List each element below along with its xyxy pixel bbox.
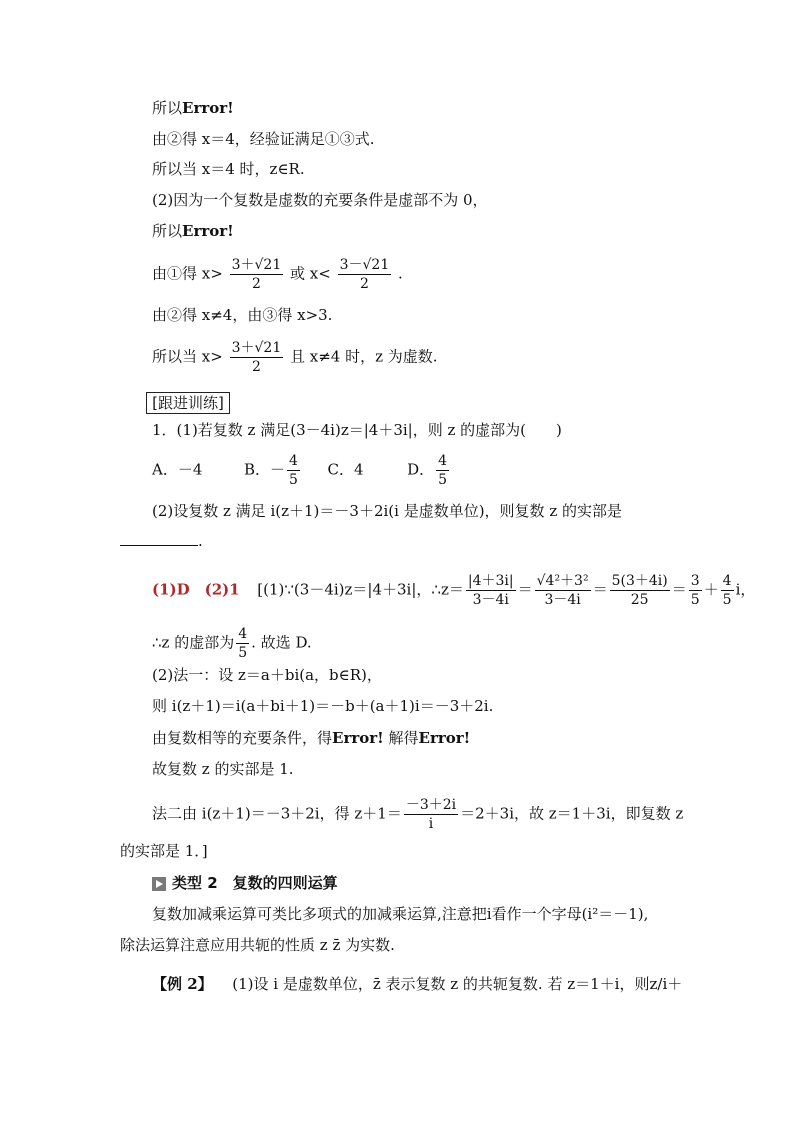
example-label: 【例 2】 xyxy=(152,975,213,993)
text: 所以 xyxy=(152,222,183,240)
fraction: $\frac{\text{√4²＋3²}}{3-4i}$ xyxy=(536,573,589,608)
text: 所以当 x> xyxy=(152,347,223,366)
error-text: Error! xyxy=(332,729,384,747)
fraction: $\frac{3+√21}{2}$ xyxy=(231,257,282,292)
text: 或 x< xyxy=(290,264,331,283)
option-b: B．－ xyxy=(243,460,285,479)
option-c: C．4 xyxy=(327,460,364,479)
section-label-box: [跟进训练] xyxy=(146,392,230,414)
fraction: $\frac{4}{5}$ xyxy=(722,573,732,608)
fraction: $\frac{4}{5}$ xyxy=(238,626,248,661)
method-2-line-1: 法二由 i(z＋1)＝－3＋2i，得 z＋1＝ $\frac{-3+2i}{i}$ ＝2＋3i，故 z＝1＋3i，即复数 z xyxy=(152,797,684,832)
fraction: $\frac{3+√21}{2}$ xyxy=(231,340,282,375)
line-8 xyxy=(152,339,438,376)
fraction: $\frac{|4+3i|}{3-4i}$ xyxy=(467,573,514,608)
text: . xyxy=(398,264,403,283)
error-text: Error! xyxy=(182,99,234,117)
fraction: $\frac{4}{5}$ xyxy=(438,453,448,488)
fraction: $\frac{4}{5}$ xyxy=(288,453,298,488)
option-d: D． xyxy=(407,460,435,479)
answer-line-1: (1)D (2)1 [(1)∵(3－4i)z＝|4＋3i|，∴z＝ $\frac{|4+3i|}{3-4i}$ ＝ $\frac{\text{√4²＋3²}}{3-4i}$ ＝ $\frac{5(3+4i)}{25}$ ＝ $\frac{3}{5}$ ＋ $\frac{4}{5}$ i， xyxy=(152,573,756,608)
fraction: $\frac{5(3+4i)}{25}$ xyxy=(611,573,668,608)
line-6 xyxy=(152,256,403,293)
text: 由①得 x> xyxy=(152,264,223,283)
answer-label: (1)D (2)1 xyxy=(152,580,240,599)
q2-stem: (2)设复数 z 满足 i(z＋1)＝－3＋2i(i 是虚数单位)，则复数 z 的实部是 xyxy=(152,502,622,520)
error-text: Error! xyxy=(182,222,234,240)
q1-stem: 1．(1)若复数 z 满足(3－4i)z＝|4＋3i|，则 z 的虚部为( ) xyxy=(152,421,562,439)
line-1 xyxy=(152,97,234,119)
method-1-line-4: 故复数 z 的实部是 1. xyxy=(152,760,294,778)
method-1-line-3: 由复数相等的充要条件，得Error! 解得Error! xyxy=(152,729,471,747)
line-2: 由②得 x＝4，经验证满足①③式. xyxy=(152,130,375,148)
answer-blank xyxy=(120,531,198,546)
method-1-line-2: 则 i(z＋1)＝i(a＋bi＋1)＝－b＋(a＋1)i＝－3＋2i. xyxy=(152,697,494,715)
type2-heading xyxy=(152,872,338,894)
section-title: 类型 2 复数的四则运算 xyxy=(172,874,338,892)
method-2-line-2: 的实部是 1．] xyxy=(120,842,208,860)
method-1-line-1: (2)法一：设 z＝a＋bi(a，b∈R)， xyxy=(152,666,382,684)
text: 所以 xyxy=(152,99,183,117)
type2-para-1: 复数加减乘运算可类比多项式的加减乘运算,注意把i看作一个字母(i²＝－1), xyxy=(152,905,649,923)
error-text: Error! xyxy=(418,729,471,747)
q2-blank-line: . xyxy=(120,530,203,552)
option-a: A．－4 xyxy=(152,460,203,479)
text: 且 x≠4 时，z 为虚数. xyxy=(290,347,438,366)
fraction: $\frac{3}{5}$ xyxy=(690,573,700,608)
answer-line-2: ∴z 的虚部为 $\frac{4}{5}$ . 故选 D. xyxy=(152,626,312,661)
line-3: 所以当 x＝4 时，z∈R. xyxy=(152,160,305,178)
play-triangle-icon xyxy=(152,877,166,891)
fraction: $\frac{3-√21}{2}$ xyxy=(339,257,390,292)
example2-line: 【例 2】 (1)设 i 是虚数单位，z̄ 表示复数 z 的共轭复数. 若 z＝1＋i，则z/i＋ xyxy=(152,975,683,993)
fraction: $\frac{-3+2i}{i}$ xyxy=(405,797,457,832)
line-4: (2)因为一个复数是虚数的充要条件是虚部不为 0， xyxy=(152,191,488,209)
line-7: 由②得 x≠4，由③得 x>3. xyxy=(152,306,333,324)
q1-options xyxy=(152,452,451,489)
line-5 xyxy=(152,220,234,242)
type2-para-2: 除法运算注意应用共轭的性质 z z̄ 为实数. xyxy=(120,936,395,954)
